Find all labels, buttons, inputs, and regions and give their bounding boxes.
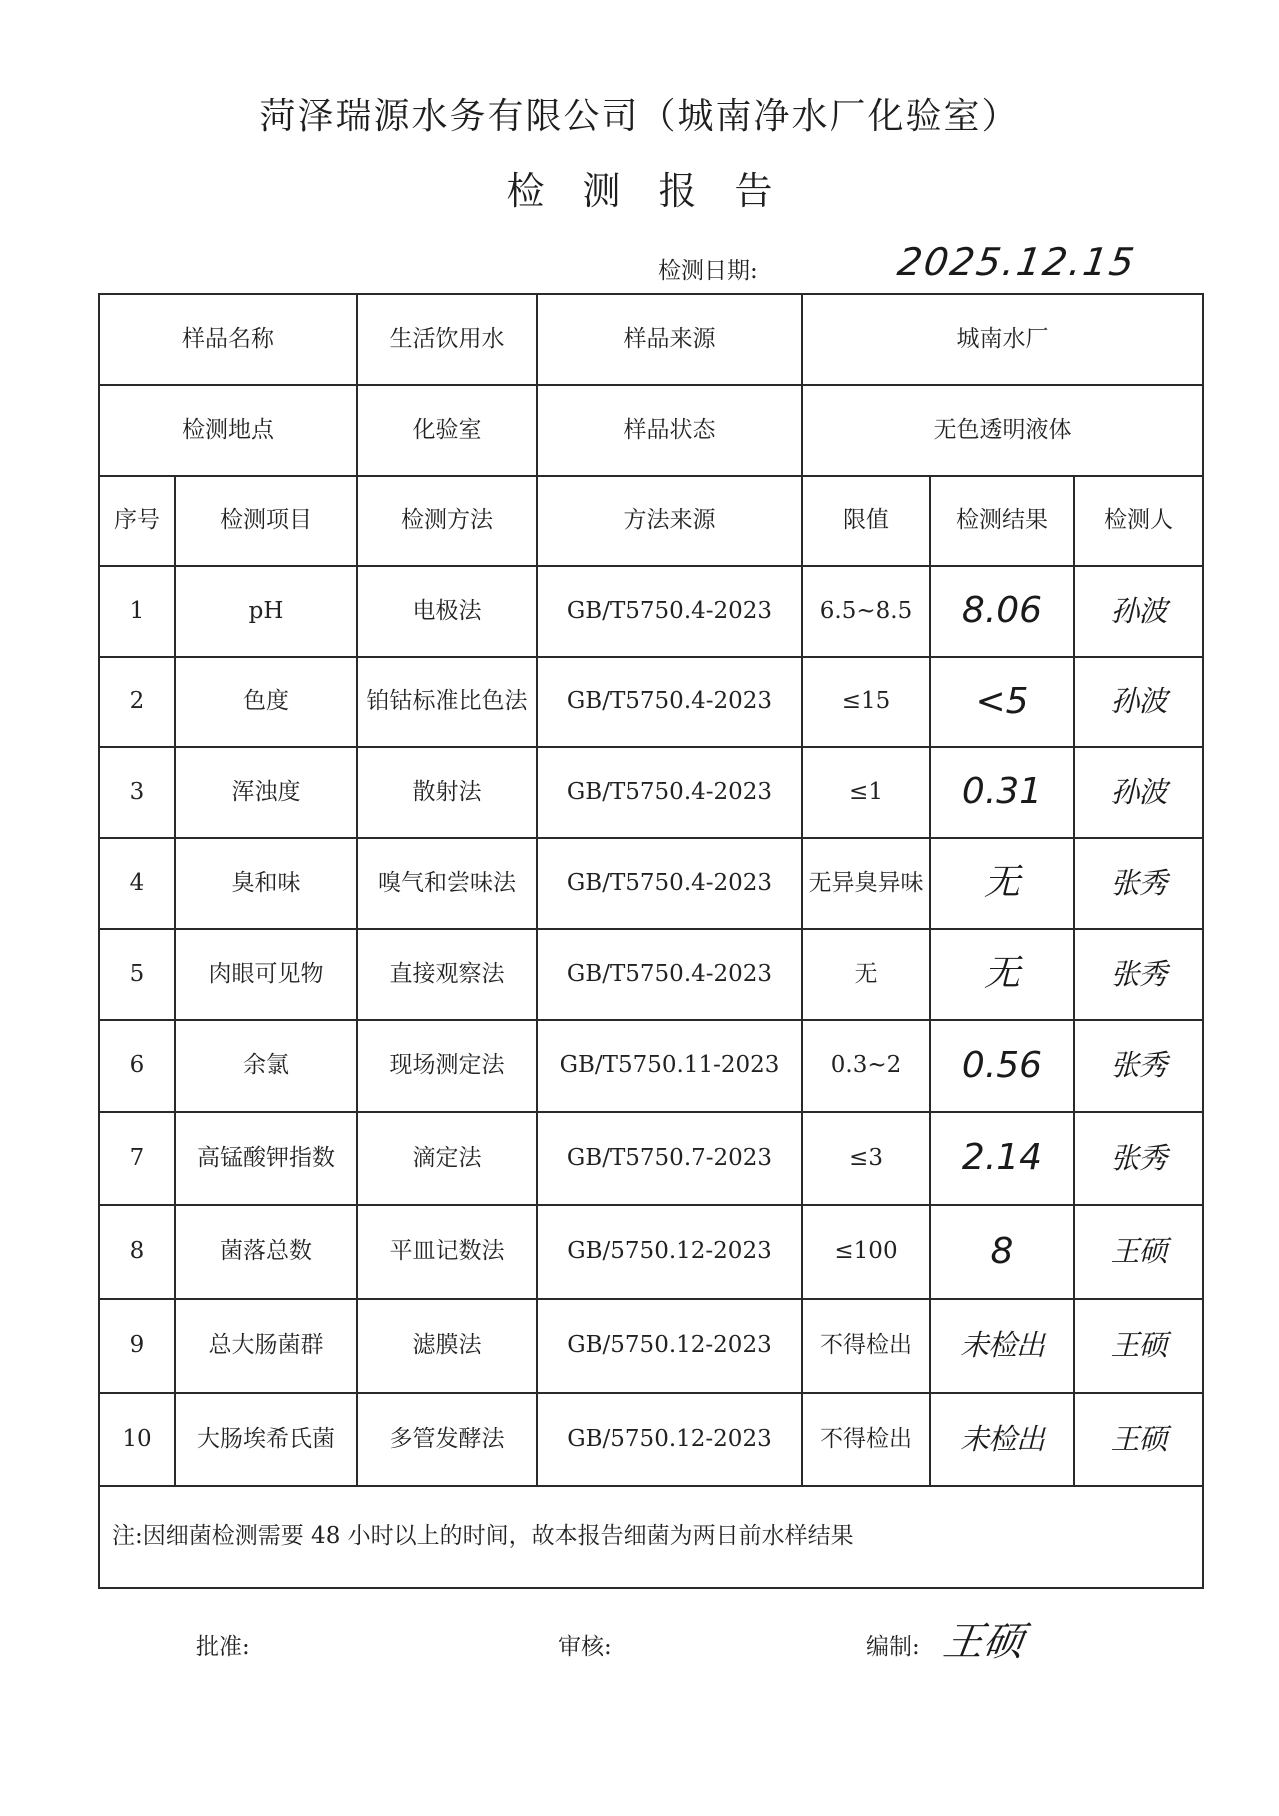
- row-limit: 无: [802, 929, 930, 1020]
- compiler-signature: 王硕: [940, 1619, 1027, 1665]
- table-row: [99, 1112, 1203, 1205]
- row-limit: ≤100: [802, 1205, 930, 1299]
- sample-state-label: 样品状态: [537, 385, 802, 476]
- compile-label: 编制:: [866, 1634, 920, 1660]
- row-item: 大肠埃希氏菌: [175, 1393, 357, 1486]
- row-source: GB/T5750.4-2023: [537, 747, 802, 838]
- header-result: 检测结果: [930, 476, 1074, 566]
- row-method: 直接观察法: [357, 929, 537, 1020]
- row-source: GB/T5750.4-2023: [537, 566, 802, 657]
- table-row: [99, 657, 1203, 747]
- row-tester: 王硕: [1074, 1299, 1203, 1393]
- row-limit: 0.3~2: [802, 1020, 930, 1112]
- sample-source-value: 城南水厂: [802, 294, 1203, 385]
- row-result: 8.06: [930, 566, 1074, 657]
- row-method: 嗅气和尝味法: [357, 838, 537, 929]
- row-item: 肉眼可见物: [175, 929, 357, 1020]
- row-method: 平皿记数法: [357, 1205, 537, 1299]
- row-result: 无: [930, 838, 1074, 929]
- sample-state-value: 无色透明液体: [802, 385, 1203, 476]
- sample-name-value: 生活饮用水: [357, 294, 537, 385]
- row-method: 多管发酵法: [357, 1393, 537, 1486]
- table-row: [99, 747, 1203, 838]
- row-source: GB/5750.12-2023: [537, 1205, 802, 1299]
- approve-label: 批准:: [196, 1634, 250, 1660]
- review-label: 审核:: [558, 1634, 612, 1660]
- location-label: 检测地点: [99, 385, 357, 476]
- row-limit: 6.5~8.5: [802, 566, 930, 657]
- row-tester: 张秀: [1074, 929, 1203, 1020]
- header-tester: 检测人: [1074, 476, 1203, 566]
- info-row-2: [99, 385, 1203, 476]
- table-row: [99, 1393, 1203, 1486]
- row-tester: 张秀: [1074, 1020, 1203, 1112]
- row-item: 余氯: [175, 1020, 357, 1112]
- row-method: 滴定法: [357, 1112, 537, 1205]
- row-source: GB/T5750.7-2023: [537, 1112, 802, 1205]
- row-method: 铂钴标准比色法: [357, 657, 537, 747]
- header-limit: 限值: [802, 476, 930, 566]
- note-row: [99, 1486, 1203, 1588]
- row-method: 现场测定法: [357, 1020, 537, 1112]
- row-item: 色度: [175, 657, 357, 747]
- row-source: GB/5750.12-2023: [537, 1393, 802, 1486]
- report-title: 菏泽瑞源水务有限公司（城南净水厂化验室）: [259, 96, 1020, 137]
- date-value: 2025.12.15: [894, 240, 1139, 284]
- row-method: 电极法: [357, 566, 537, 657]
- location-value: 化验室: [357, 385, 537, 476]
- row-result: 0.56: [930, 1020, 1074, 1112]
- row-limit: 不得检出: [802, 1393, 930, 1486]
- row-item: 浑浊度: [175, 747, 357, 838]
- row-limit: ≤1: [802, 747, 930, 838]
- row-result: 无: [930, 929, 1074, 1020]
- report-subtitle: 检测报告: [506, 169, 811, 213]
- report-note: 注:因细菌检测需要 48 小时以上的时间，故本报告细菌为两日前水样结果: [99, 1486, 1203, 1588]
- row-tester: 王硕: [1074, 1205, 1203, 1299]
- header-method: 检测方法: [357, 476, 537, 566]
- row-tester: 孙波: [1074, 747, 1203, 838]
- row-limit: ≤3: [802, 1112, 930, 1205]
- row-no: 10: [99, 1393, 175, 1486]
- row-item: pH: [175, 566, 357, 657]
- row-no: 7: [99, 1112, 175, 1205]
- row-result: 2.14: [930, 1112, 1074, 1205]
- row-source: GB/T5750.11-2023: [537, 1020, 802, 1112]
- row-item: 总大肠菌群: [175, 1299, 357, 1393]
- row-method: 滤膜法: [357, 1299, 537, 1393]
- row-source: GB/5750.12-2023: [537, 1299, 802, 1393]
- row-no: 2: [99, 657, 175, 747]
- table-row: [99, 838, 1203, 929]
- row-limit: 无异臭异味: [802, 838, 930, 929]
- table-row: [99, 566, 1203, 657]
- row-result: <5: [930, 657, 1074, 747]
- row-result: 0.31: [930, 747, 1074, 838]
- sample-name-label: 样品名称: [99, 294, 357, 385]
- row-source: GB/T5750.4-2023: [537, 929, 802, 1020]
- date-label: 检测日期:: [658, 258, 758, 284]
- row-tester: 王硕: [1074, 1393, 1203, 1486]
- row-no: 6: [99, 1020, 175, 1112]
- table-row: [99, 1205, 1203, 1299]
- header-no: 序号: [99, 476, 175, 566]
- row-no: 4: [99, 838, 175, 929]
- row-limit: 不得检出: [802, 1299, 930, 1393]
- header-item: 检测项目: [175, 476, 357, 566]
- row-item: 臭和味: [175, 838, 357, 929]
- row-no: 8: [99, 1205, 175, 1299]
- row-no: 1: [99, 566, 175, 657]
- row-result: 未检出: [930, 1299, 1074, 1393]
- row-method: 散射法: [357, 747, 537, 838]
- sample-source-label: 样品来源: [537, 294, 802, 385]
- row-no: 3: [99, 747, 175, 838]
- row-tester: 孙波: [1074, 657, 1203, 747]
- row-limit: ≤15: [802, 657, 930, 747]
- row-source: GB/T5750.4-2023: [537, 657, 802, 747]
- row-source: GB/T5750.4-2023: [537, 838, 802, 929]
- row-result: 8: [930, 1205, 1074, 1299]
- row-tester: 孙波: [1074, 566, 1203, 657]
- report-table: [98, 293, 1204, 1589]
- row-item: 高锰酸钾指数: [175, 1112, 357, 1205]
- table-row: [99, 1299, 1203, 1393]
- row-no: 5: [99, 929, 175, 1020]
- table-row: [99, 1020, 1203, 1112]
- row-no: 9: [99, 1299, 175, 1393]
- row-item: 菌落总数: [175, 1205, 357, 1299]
- row-tester: 张秀: [1074, 838, 1203, 929]
- info-row-1: [99, 294, 1203, 385]
- row-result: 未检出: [930, 1393, 1074, 1486]
- table-header-row: [99, 476, 1203, 566]
- header-source: 方法来源: [537, 476, 802, 566]
- row-tester: 张秀: [1074, 1112, 1203, 1205]
- table-row: [99, 929, 1203, 1020]
